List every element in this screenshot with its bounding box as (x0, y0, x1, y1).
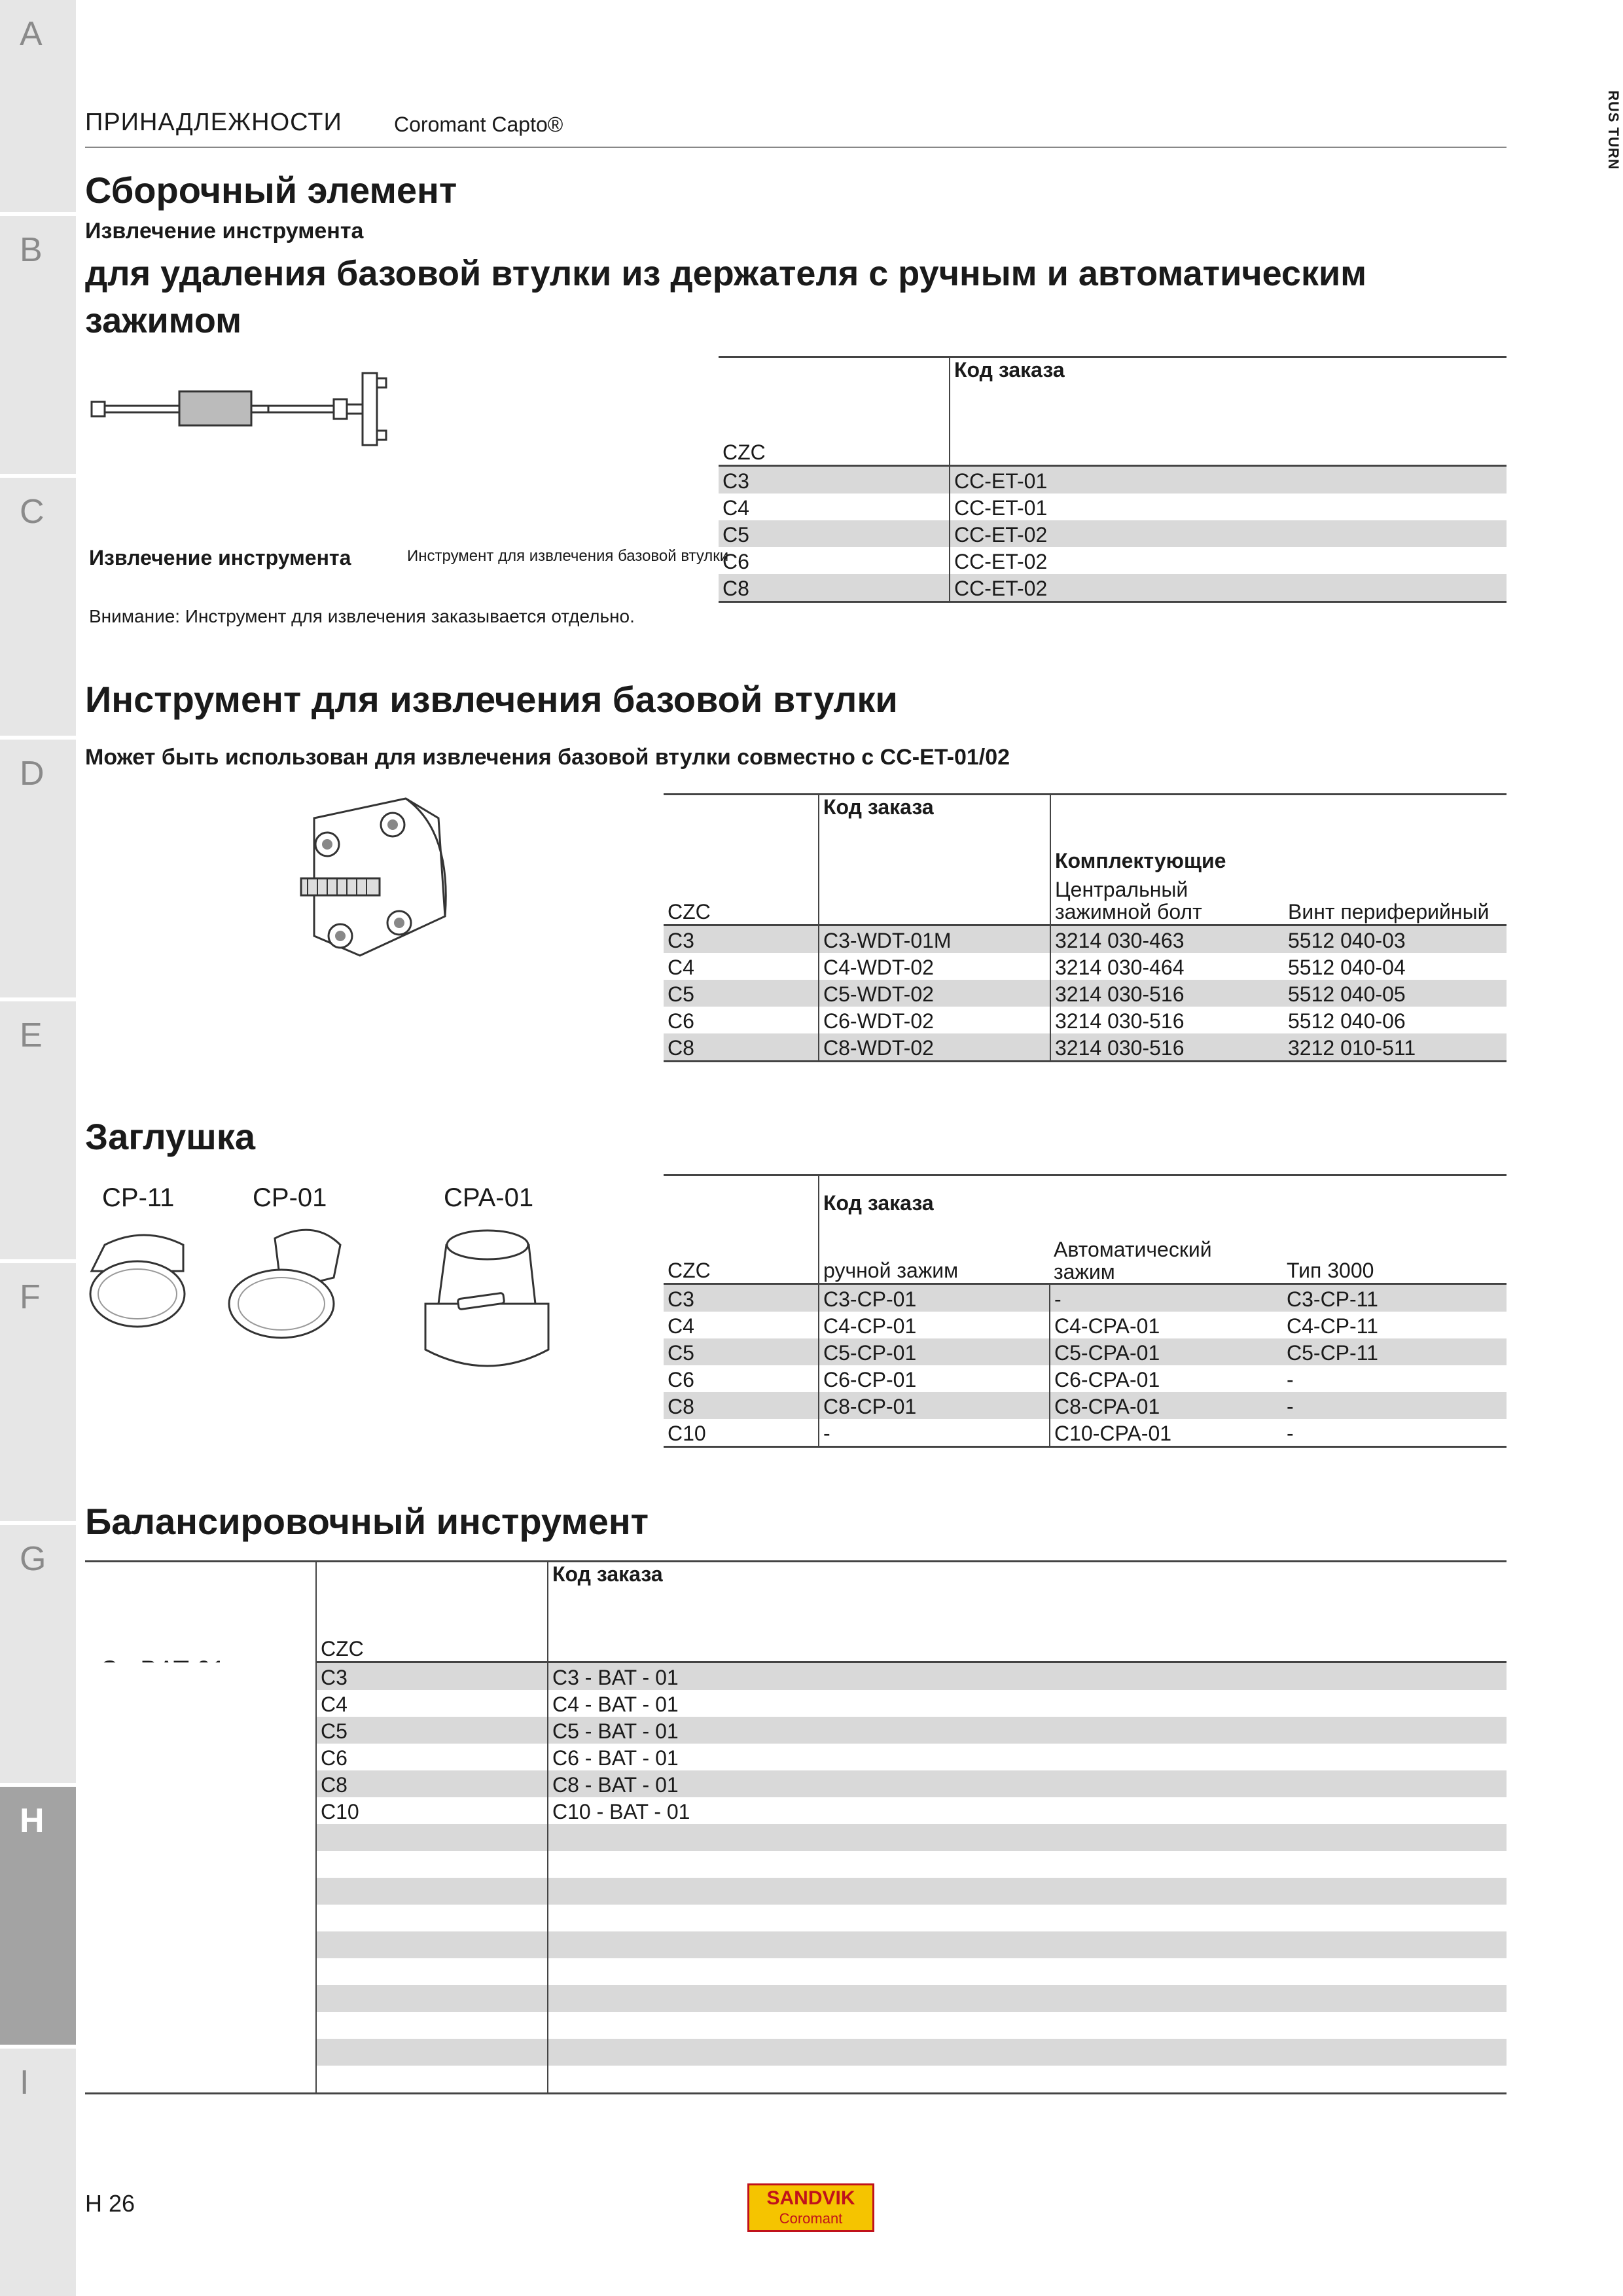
table-row: C6 C6-CP-01 C6-CPA-01 - (664, 1365, 1507, 1392)
table-row: C5 C5-WDT-02 3214 030-516 5512 040-05 (664, 980, 1507, 1007)
table-row: C10 - C10-CPA-01 - (664, 1419, 1507, 1447)
table-row: C3 C3-CP-01 - C3-CP-11 (664, 1284, 1507, 1312)
side-tab-a[interactable]: A (0, 0, 76, 212)
table-row-empty (85, 1851, 1507, 1878)
table-row: C6 C6-WDT-02 3214 030-516 5512 040-06 (664, 1007, 1507, 1033)
col-order-code: Код заказа (823, 1191, 934, 1215)
col-order-code: Код заказа (950, 357, 1507, 466)
section-subtitle-extraction: Извлечение инструмента (85, 219, 364, 243)
extraction-label: Извлечение инструмента (89, 546, 351, 569)
table-row: C4 CC-ET-01 (719, 493, 1507, 520)
table-row-empty (85, 1905, 1507, 1931)
table-row: C3 C3-WDT-01M 3214 030-463 5512 040-03 (664, 925, 1507, 954)
col-bolt: Комплектующие Центральный зажимной болт (1050, 795, 1284, 925)
col-czc: CZC (719, 357, 950, 466)
table-row-empty (85, 2066, 1507, 2094)
table-row: C5 C5-CP-01 C5-CPA-01 C5-CP-11 (664, 1338, 1507, 1365)
table-row: C8 CC-ET-02 (719, 574, 1507, 602)
puller-tool-drawing (288, 792, 458, 969)
side-tab-c[interactable]: C (0, 478, 76, 736)
table-row: C8 C8 - BAT - 01 (85, 1770, 1507, 1797)
table-row-empty (85, 1931, 1507, 1958)
table-row: C3 CC-ET-01 (719, 466, 1507, 494)
side-tab-f[interactable]: F (0, 1263, 76, 1521)
table-row-empty (85, 1958, 1507, 1985)
table-row: C8 C8-WDT-02 3214 030-516 3212 010-511 (664, 1033, 1507, 1062)
plug-label-cp01: CP-01 (253, 1183, 327, 1212)
table-row-empty (85, 1824, 1507, 1851)
table-row: C4 C4 - BAT - 01 (85, 1690, 1507, 1717)
extraction-note: Внимание: Инструмент для извлечения заказывается отдельно. (89, 606, 635, 626)
col-czc: CZC (664, 795, 819, 925)
side-tab-h[interactable]: H (0, 1787, 76, 2045)
col-parts: Комплектующие (1055, 849, 1226, 872)
section-subtitle-puller: Может быть использован для извлечения базовой втулки совместно с CC-ET-01/02 (85, 745, 1010, 770)
table-row: C6 C6 - BAT - 01 (85, 1744, 1507, 1770)
vertical-label: RUS TURN (1605, 90, 1622, 170)
table-row: C4 C4-WDT-02 3214 030-464 5512 040-04 (664, 953, 1507, 980)
section-title-puller: Инструмент для извлечения базовой втулки (85, 679, 898, 720)
col-order-code: Код заказа (548, 1562, 1507, 1662)
side-tab-g[interactable]: G (0, 1525, 76, 1783)
table-balancing (85, 1560, 1507, 2094)
col-order-code: Код заказа (819, 795, 1050, 925)
table-row-empty (85, 2012, 1507, 2039)
side-tab-d[interactable]: D (0, 740, 76, 997)
section-header: ПРИНАДЛЕЖНОСТИ (85, 109, 342, 136)
col-czc: CZC (316, 1562, 548, 1662)
table-row: C3 C3 - BAT - 01 (85, 1662, 1507, 1691)
plug-label-cp11: CP-11 (102, 1183, 175, 1212)
section-heading-removal: для удаления базовой втулки из держателя с ручным и автоматическим зажимом (85, 254, 1367, 340)
col-type: Тип 3000 (1283, 1175, 1507, 1284)
col-image (85, 1562, 316, 1662)
col-screw: Винт периферийный (1284, 795, 1507, 925)
extraction-label-small: Инструмент для извлечения базовой втулки (407, 547, 729, 565)
table-row: C4 C4-CP-01 C4-CPA-01 C4-CP-11 (664, 1312, 1507, 1338)
col-manual: Код заказа ручной зажим (819, 1175, 1050, 1284)
plug-drawings (85, 1219, 582, 1389)
table-row-empty (85, 2039, 1507, 2066)
plug-label-cpa01: CPA-01 (444, 1183, 534, 1212)
table-row: C8 C8-CP-01 C8-CPA-01 - (664, 1392, 1507, 1419)
table-row: C10 C10 - BAT - 01 (85, 1797, 1507, 1824)
extraction-tool-drawing (88, 364, 402, 449)
table-plug (664, 1174, 1507, 1448)
table-row: C6 CC-ET-02 (719, 547, 1507, 574)
brand-header: Coromant Capto® (394, 113, 563, 136)
section-title-assembly: Сборочный элемент (85, 170, 457, 211)
side-tab-i[interactable]: I (0, 2049, 76, 2296)
sandvik-logo: SANDVIK Coromant (747, 2183, 874, 2232)
table-row-empty (85, 1878, 1507, 1905)
table-assembly (719, 356, 1507, 603)
table-row-empty (85, 1985, 1507, 2012)
side-tab-b[interactable]: B (0, 216, 76, 474)
page-number: H 26 (85, 2190, 135, 2217)
section-title-balancing: Балансировочный инструмент (85, 1501, 649, 1542)
header-divider (85, 147, 1507, 148)
section-title-plug: Заглушка (85, 1116, 255, 1157)
table-puller (664, 793, 1507, 1062)
col-czc: CZC (664, 1175, 819, 1284)
table-row: C5 CC-ET-02 (719, 520, 1507, 547)
side-tab-e[interactable]: E (0, 1001, 76, 1259)
col-auto: Автоматический зажим (1050, 1175, 1283, 1284)
table-row: C5 C5 - BAT - 01 (85, 1717, 1507, 1744)
